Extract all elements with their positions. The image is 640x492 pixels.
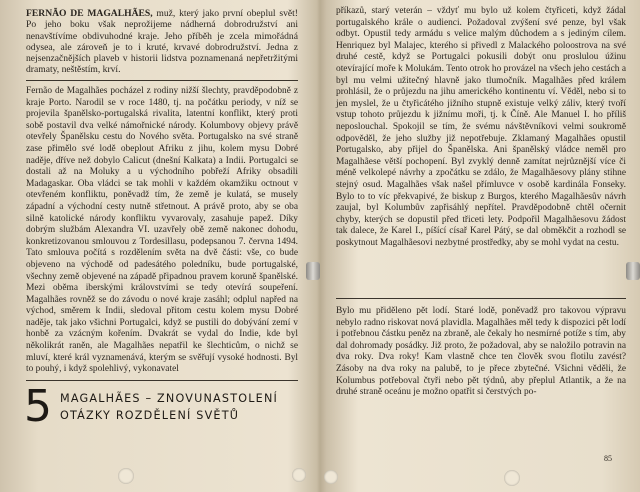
chapter-title-line-2: OTÁZKY ROZDĚLENÍ SVĚTŮ [60, 409, 240, 422]
binding-ring [306, 262, 320, 280]
binding-hole [504, 470, 520, 486]
right-top-text: příkazů, starý veterán – vždyť mu bylo už kolem čtyřiceti, když žádal portugalského krále o audienci. Požadoval zvýšení své penze, byl však odbyt. Opustil tedy armádu s velice malým důchodem a s jediným cílem. Henriquez byl Malajec, kterého si přivedl z Malackého poloostrova na své druhé cestě, když se Portugalci pokusili dobýt onu proslulou úžinu otevírající moře k Molukám. Tento otrok ho provázel na všech jeho cestách a byl mu velmi užitečný hlavně jako tlumočník. Magalhães před králem prohlásil, že o průjezdu na jihu amerického kontinentu ví. Věděl, nebo si to jen myslel, že u čtyřicátého jižního stupně existuje velký záliv, který tvoří vstup tohoto průjezdu k jižnímu moři, tj. k Číně. Ale Manuel I. ho příliš neposlouchal. Spokojil se tím, že svému návštěvníkovi velmi soukromě odpověděl, že jeho služby již nepotřebuje. Zklamaný Magalhães opustil Portugalsko, aby přijel do Španělska. Ani španělský vládce neměl pro Magalhãese větší pochopení. Byl zvyklý denně zamítat nejrůznější více či méně velkolepé návrhy a zpočátku se zdálo, že Magalhãesovy plány stihne stejný osud. Magalhães však našel přímluvce v osobě kardinála Fonseky. Bylo to to víc překvapivé, že biskup z Burgos, kterého Magalhãesův návrh zaujal, byl Kolumbův zapřisáhlý nepřítel. Pravděpodobně chtěl očernit chyby, kterých se dopustil před třiceti lety. Podpořil Magalhãesovu žádost tak dalece, že Karel I., píšící císař Karel Pátý, se dal obměkčit a rozhodl se poskytnout Magalhãesovi nezbytné prostředky, aby se mohl vydat na cestu. [336, 6, 626, 248]
left-body-text: Fernão de Magalhães pocházel z rodiny nižší šlechty, pravděpodobně z kraje Porto. Narodil se v roce 1480, tj. na počátku periody, v níž se projevila španělsko-portugalská rivalita, latentní konflikt, který proti sobě postavil dva velké námořnické národy. Kolumbovy objevy právě otevřely Španělsku cestu do Nového světa. Portugalsko na své straně zase přimělo své lodě obeplout Afriku z jihu, kolem mysu Dobré naděje, dříve než dobylo Calicut (dnešní Kalkata) a Indii. Portugalci se dostali až na Moluky a u východního pobřeží Afriky obsadili Madagaskar. Oba vládci se tak mohli v každém okamžiku octnout v otevřeném konfliktu, poněvadž tím, že země je kulatá, se musely západní a východní cesty nutně střetnout. A právě proto, aby se oba silně katolické národy konfliktu vyvarovaly, zasahuje papež. Díky dobrým službám Alexandra VI. uzavřely obě země nakonec dohodu, konkretizovanou smlouvou z Tordesillasu, podepsanou 7. června 1494. Tato smlouva počítá s rozdělením světa na dvě části: vše, co bude objeveno na východě od padesátého poledníku, bude portugalské, všechny země objevené na západě připadnou pravem koruně španělské. Mezi oběma iberskými královstvími se tedy otevírá soupeření. Magalhães rovněž se do závodu o nové kraje zasáhl; odplul napřed na východ, směrem k Indii, sledoval přitom cestu kolem mysu Dobré naděje, tak jako všichni Portugalci, když se pustili do dobývání zemí v honbě za vzácným kořením. Dvakrát se vydal do Indie, kde byl několikrát raněn, ale Magalhães nepatřil ke šlechticům, o nichž se mluví, které král vyznamenává, kterým se svěřují vysoké hodnosti. Byl to pouhý, i když spolehlivý, vykonavatel [26, 86, 298, 375]
binding-hole [324, 470, 338, 484]
intro-divider [26, 80, 298, 81]
chapter-heading [24, 381, 304, 432]
intro-name: FERNÃO DE MAGALHÃES, [26, 8, 153, 19]
right-page [320, 0, 640, 492]
binding-hole [118, 468, 134, 484]
chapter-divider [26, 380, 298, 381]
intro-paragraph [26, 8, 298, 76]
page-number: 85 [604, 454, 612, 463]
chapter-number: 5 [24, 381, 52, 432]
chapter-title-line-1: MAGALHÃES – ZNOVUNASTOLENÍ [60, 392, 279, 405]
right-bottom-text: Bylo mu přiděleno pět lodí. Staré lodě, poněvadž pro takovou výpravu nebylo radno riskovat nová plavidla. Magalhães měl tedy k dispozici pět lodí i potřebnou částku peněz na zbraně, ale čekaly ho nesmírné potíže s tím, aby dal dohromady posádky. Již proto, že požadoval, aby se naložilo potravin na dva roky. Dva roky! Kam vlastně chce ten člověk svou flotilu zavést? Zásoby na dva roky na palubě, to je přece zbytečné. Všichni věděli, že Kolumbus potřeboval čtyři nebo pět týdnů, aby přeplul Atlantik, a že na druhé straně oceánu je možno opatřit si čerstvých po- [336, 306, 626, 398]
intro-text: muž, který jako první obeplul svět! Po jeho boku však neprožijeme nádherná dobrodružství ani nenavštívíme obdivuhodné kraje. Jeho příběh je zcela mimořádná odysea, ale zároveň je to i kruté, krvavé dobrodružství. Jedna z nejsenzačnějších plaveb v historii lidstva poznamenaná nepřetržitými dramaty, neštěstím, krví. [26, 8, 298, 76]
right-divider [336, 298, 626, 299]
chapter-title [60, 390, 310, 424]
binding-ring [626, 262, 640, 280]
binding-hole [292, 468, 306, 482]
